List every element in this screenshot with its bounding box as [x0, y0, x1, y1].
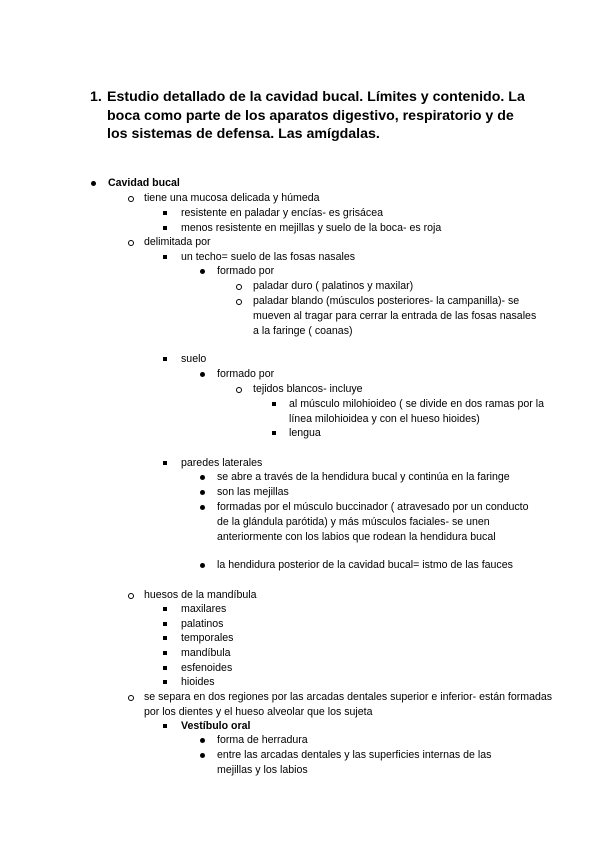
list-item: se abre a través de la hendidura bucal y continúa en la faringe	[217, 471, 510, 483]
bullet-square-icon	[163, 636, 167, 640]
list-item-vestibulo-oral: Vestíbulo oral	[181, 720, 251, 732]
bullet-circle-icon	[128, 240, 134, 246]
bullet-square-icon	[163, 211, 167, 215]
bullet-square-icon	[163, 461, 167, 465]
bullet-circle-icon	[128, 695, 134, 701]
list-item: delimitada por	[144, 236, 211, 248]
list-item: paredes laterales	[181, 457, 263, 469]
bullet-disc-icon	[91, 181, 96, 186]
list-item: un techo= suelo de las fosas nasales	[181, 251, 356, 263]
bullet-square-icon	[163, 622, 167, 626]
bullet-square-icon	[163, 651, 167, 655]
list-item: resistente en paladar y encías- es grisácea	[181, 207, 383, 219]
list-item: palatinos	[181, 618, 224, 630]
list-item: formado por	[217, 265, 275, 277]
list-item: maxilares	[181, 603, 227, 615]
bullet-circle-icon	[236, 299, 242, 305]
list-item: paladar duro ( palatinos y maxilar)	[253, 280, 414, 292]
bullet-disc-icon	[200, 490, 205, 495]
list-item: tejidos blancos- incluye	[253, 383, 363, 395]
list-item: hioides	[181, 676, 215, 688]
bullet-disc-icon	[200, 563, 205, 568]
list-item: esfenoides	[181, 662, 233, 674]
bullet-square-icon	[163, 226, 167, 230]
bullet-circle-icon	[128, 593, 134, 599]
bullet-square-icon	[163, 607, 167, 611]
bullet-square-icon	[163, 357, 167, 361]
bullet-disc-icon	[200, 269, 205, 274]
list-item: tiene una mucosa delicada y húmeda	[144, 192, 320, 204]
list-item: huesos de la mandíbula	[144, 589, 257, 601]
list-item: entre las arcadas dentales y las superficies internas de las mejillas y los labios	[217, 749, 492, 776]
bullet-disc-icon	[200, 475, 205, 480]
bullet-circle-icon	[128, 196, 134, 202]
bullet-circle-icon	[236, 387, 242, 393]
list-item-cavidad-bucal: Cavidad bucal	[108, 177, 180, 189]
list-item: lengua	[289, 427, 321, 439]
list-item: al músculo milohioideo ( se divide en dos ramas por la línea milohioidea y con el hueso hioides)	[289, 398, 544, 425]
list-item: suelo	[181, 353, 207, 365]
bullet-square-icon	[272, 402, 276, 406]
bullet-square-icon	[163, 724, 167, 728]
list-item: son las mejillas	[217, 486, 289, 498]
bullet-disc-icon	[200, 738, 205, 743]
bullet-square-icon	[163, 255, 167, 259]
bullet-disc-icon	[200, 505, 205, 510]
heading-number: 1.	[90, 89, 102, 105]
bullet-square-icon	[163, 680, 167, 684]
list-item: formadas por el músculo buccinador ( atravesado por un conducto de la glándula parótida) y más músculos faciales- se unen anteriormente con los labios que rodean la hendidura bucal	[217, 501, 529, 543]
bullet-disc-icon	[200, 753, 205, 758]
list-item: paladar blando (músculos posteriores- la campanilla)- se mueven al tragar para cerrar la entrada de las fosas nasales a la faringe ( coanas)	[253, 295, 537, 337]
bullet-square-icon	[272, 431, 276, 435]
bullet-square-icon	[163, 666, 167, 670]
list-item: se separa en dos regiones por las arcadas dentales superior e inferior- están formadas por los dientes y el hueso alveolar que los sujeta	[144, 691, 553, 718]
bullet-circle-icon	[236, 284, 242, 290]
list-item: formado por	[217, 368, 275, 380]
bullet-disc-icon	[200, 372, 205, 377]
list-item: menos resistente en mejillas y suelo de la boca- es roja	[181, 222, 442, 234]
section-heading	[90, 88, 530, 144]
list-item: temporales	[181, 632, 234, 644]
list-item: forma de herradura	[217, 734, 308, 746]
list-item: mandíbula	[181, 647, 231, 659]
heading-text: Estudio detallado de la cavidad bucal. Límites y contenido. La boca como parte de los aparatos digestivo, respiratorio y de los sistemas de defensa. Las amígdalas.	[107, 89, 525, 142]
list-item: la hendidura posterior de la cavidad bucal= istmo de las fauces	[217, 559, 513, 571]
